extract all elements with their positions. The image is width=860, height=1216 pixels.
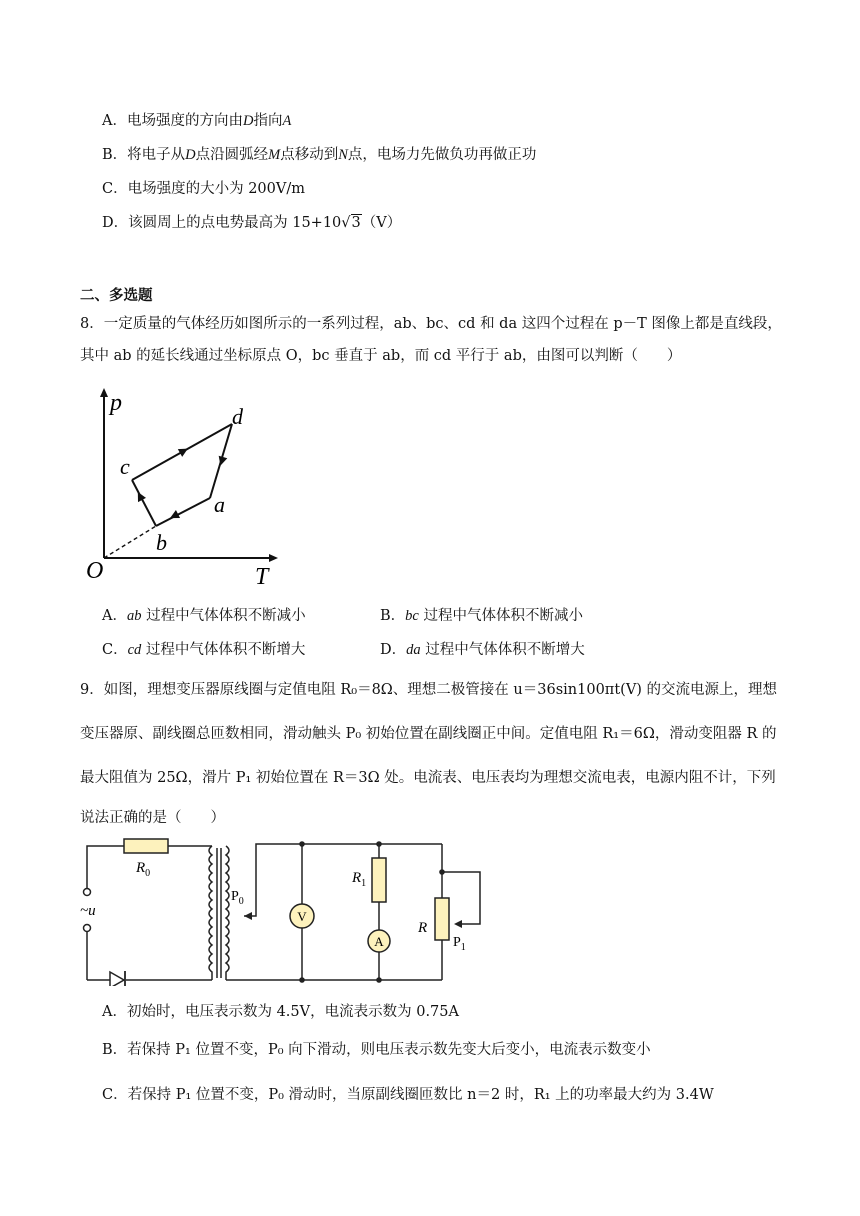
line-bc [132, 480, 156, 526]
q9-option-b: B．若保持 P₁ 位置不变，P₀ 向下滑动，则电压表示数先变大后变小，电流表示数变小 [102, 1042, 651, 1058]
q7-a-var1: D [242, 113, 254, 129]
label-b: b [156, 530, 167, 555]
label-p: p [110, 390, 122, 416]
p1-arrow [454, 920, 462, 928]
q7-b-var3: N [338, 147, 348, 163]
q9-stem-line1: 9．如图，理想变压器原线圈与定值电阻 R₀＝8Ω、理想二极管接在 u＝36sin100πt(V) 的交流电源上，理想 [80, 682, 778, 698]
q7-d-root: 3 [351, 215, 361, 231]
label-a: a [214, 492, 225, 517]
q7-d-pre: D．该圆周上的点电势最高为 15+10 [102, 215, 342, 231]
label-p0: $P_0$ [231, 889, 244, 907]
q7-option-d [102, 213, 401, 233]
q7-b-var1: D [185, 147, 196, 163]
sqrt-symbol: √3 [341, 215, 361, 231]
terminal-top [84, 889, 91, 896]
resistor-r1 [372, 858, 386, 902]
q8-b-var: bc [405, 608, 419, 624]
q8-a-letter: A． [102, 608, 127, 624]
q7-b-pre: B．将电子从 [102, 147, 186, 163]
arrow-bc [134, 490, 146, 502]
q9-stem-line4: 说法正确的是（ ） [80, 810, 225, 826]
label-c: c [120, 454, 130, 479]
label-r1: $R_1$ [352, 870, 367, 889]
q7-b-var2: M [268, 147, 281, 163]
q8-stem-line1: 8．一定质量的气体经历如图所示的一系列过程，ab、bc、cd 和 da 这四个过程在 p－T 图像上都是直线段， [80, 316, 782, 332]
q8-c-text: 过程中气体体积不断增大 [145, 642, 306, 658]
q8-c-var: cd [127, 642, 142, 658]
q9-stem-line3: 最大阻值为 25Ω，滑片 P₁ 初始位置在 R＝3Ω 处。电流表、电压表均为理想交流电表，电源内阻不计，下列 [80, 770, 776, 786]
section-title: 二、多选题 [80, 287, 153, 304]
q7-option-b [102, 145, 536, 165]
label-t: T [255, 564, 269, 590]
label-r: R [418, 920, 428, 936]
arrow-da [216, 456, 227, 467]
q8-option-b [380, 606, 583, 626]
q8-option-d [380, 640, 585, 660]
q7-b-mid2: 点移动到 [280, 147, 339, 163]
q8-d-var: da [406, 642, 421, 658]
diode-icon [110, 971, 125, 986]
q8-option-a [102, 606, 306, 626]
label-o: O [86, 558, 104, 584]
terminal-bottom [84, 925, 91, 932]
q8-d-letter: D． [380, 642, 407, 658]
q7-option-c: C．电场强度的大小为 200V/m [102, 181, 305, 197]
wire-p0-tap [244, 844, 442, 916]
q9-option-c: C．若保持 P₁ 位置不变，P₀ 滑动时，当原副线圈匝数比 n＝2 时，R₁ 上的功率最大约为 3.4W [102, 1087, 714, 1103]
q8-stem-line2: 其中 ab 的延长线通过坐标原点 O，bc 垂直于 ab，而 cd 平行于 ab，由图可以判断（ ） [80, 348, 682, 364]
q8-b-letter: B． [380, 608, 406, 624]
label-u: ~u [80, 903, 96, 919]
voltmeter-label: V [297, 909, 307, 924]
arrow-cd [178, 445, 190, 457]
q8-option-c [102, 640, 305, 660]
q7-b-mid1: 点沿圆弧经 [195, 147, 269, 163]
q7-b-post: 点，电场力先做负功再做正功 [347, 147, 537, 163]
q7-option-a [102, 111, 291, 131]
ab-extension [104, 526, 156, 558]
resistor-r0 [124, 839, 168, 853]
q7-a-var2: A [282, 113, 292, 129]
label-d: d [232, 404, 243, 429]
q7-d-post: （V） [361, 215, 402, 231]
primary-coil [209, 846, 212, 980]
q8-pt-graph [80, 380, 290, 590]
q9-circuit-diagram [80, 836, 500, 986]
ammeter-label: A [374, 934, 384, 949]
q8-d-text: 过程中气体体积不断增大 [425, 642, 585, 658]
line-ab [156, 498, 210, 526]
q7-a-mid: 指向 [253, 113, 283, 129]
q7-a-text: A．电场强度的方向由 [102, 113, 243, 129]
wire-primary-left-top [87, 846, 124, 888]
p0-arrow [244, 912, 252, 920]
q9-stem-line2: 变压器原、副线圈总匝数相同，滑动触头 P₀ 初始位置在副线圈正中间。定值电阻 R₁＝6Ω，滑动变阻器 R 的 [80, 726, 777, 742]
q8-b-text: 过程中气体体积不断减小 [423, 608, 583, 624]
arrow-ab [168, 510, 180, 522]
q8-a-text: 过程中气体体积不断减小 [146, 608, 306, 624]
q8-a-var: ab [126, 608, 142, 624]
secondary-coil [226, 846, 229, 980]
label-p1: $P_1$ [453, 935, 466, 953]
q9-option-a: A．初始时，电压表示数为 4.5V，电流表示数为 0.75A [102, 1004, 459, 1020]
label-r0: $R_0$ [136, 860, 151, 879]
rheostat-r [435, 898, 449, 940]
q8-c-letter: C． [102, 642, 128, 658]
